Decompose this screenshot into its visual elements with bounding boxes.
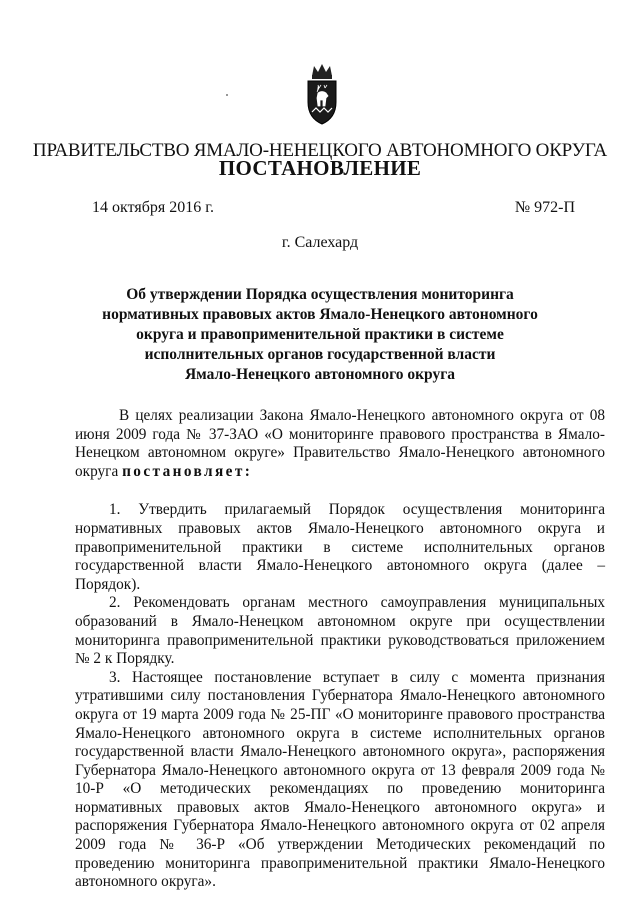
preamble-paragraph — [75, 407, 605, 481]
document-body — [75, 407, 605, 892]
title-line: Ямало-Ненецкого автономного округа — [184, 366, 455, 383]
title-line: округа и правоприменительной практики в системе — [136, 326, 504, 343]
document-city: г. Салехард — [281, 234, 359, 251]
paragraph-item-2: 2. Рекомендовать органам местного самоуправления муниципальных образований в Ямало-Ненецком автономном округе при осуществлении мониторинга правоприменительной практики руководствоваться приложением № 2 к Порядку. — [75, 594, 605, 668]
document-type: ПОСТАНОВЛЕНИЕ — [218, 156, 422, 180]
title-line: нормативных правовых актов Ямало-Ненецкого автономного — [102, 306, 538, 323]
preamble-text: В целях реализации Закона Ямало-Ненецкого автономного округа от 08 июня 2009 года № 37-ЗАО «О мониторинге правового пространства в Ямало-Ненецком автономном округе» Правительство Ямало-Ненецкого автономного округа — [75, 407, 605, 480]
coat-of-arms-icon — [304, 62, 340, 126]
document-number: № 972-П — [514, 199, 575, 216]
document-date: 14 октября 2016 г. — [92, 199, 214, 216]
document-title — [80, 285, 560, 385]
resolution-keyword: постановляет: — [122, 462, 253, 480]
paragraph-item-1: 1. Утвердить прилагаемый Порядок осуществления мониторинга нормативных правовых актов Ямало-Ненецкого автономного округа и правоприменительной практики в системе исполнительных органов государственной власти Ямало-Ненецкого автономного округа (далее – Порядок). — [75, 501, 605, 593]
title-line: исполнительных органов государственной власти — [144, 346, 496, 363]
paragraph-item-3: 3. Настоящее постановление вступает в силу с момента признания утратившими силу постановления Губернатора Ямало-Ненецкого автономного округа от 19 марта 2009 года № 25-ПГ «О мониторинге правового пространства Ямало-Ненецкого автономного округа в системе исполнительных органов государственной власти Ямало-Ненецкого автономного округа», распоряжения Губернатора Ямало-Ненецкого автономного округа от 13 февраля 2009 года № 10-Р «О методических рекомендациях по проведению мониторинга нормативных правовых актов Ямало-Ненецкого автономного округа» и распоряжения Губернатора Ямало-Ненецкого автономного округа от 02 апреля 2009 года № 36-Р «Об утверждении Методических рекомендаций по проведению мониторинга правоприменительной практики Ямало-Ненецкого автономного округа». — [75, 668, 605, 891]
title-line: Об утверждении Порядка осуществления мониторинга — [126, 286, 514, 303]
scan-speck — [226, 94, 228, 96]
government-name: ПРАВИТЕЛЬСТВО ЯМАЛО-НЕНЕЦКОГО АВТОНОМНОГО ОКРУГА — [32, 140, 608, 161]
